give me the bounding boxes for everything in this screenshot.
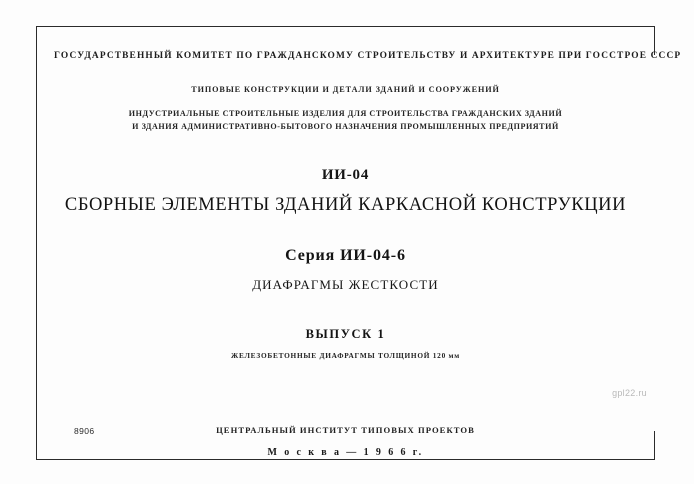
series-scope [54,108,637,133]
series-category: ТИПОВЫЕ КОНСТРУКЦИИ И ДЕТАЛИ ЗДАНИЙ И СООРУЖЕНИЙ [191,85,500,94]
series-subject: ДИАФРАГМЫ ЖЕСТКОСТИ [252,277,439,293]
issue-description: ЖЕЛЕЗОБЕТОННЫЕ ДИАФРАГМЫ ТОЛЩИНОЙ 120 мм [230,351,460,361]
publisher-institute: ЦЕНТРАЛЬНЫЙ ИНСТИТУТ ТИПОВЫХ ПРОЕКТОВ [216,425,475,435]
document-main-title: СБОРНЫЕ ЭЛЕМЕНТЫ ЗДАНИЙ КАРКАСНОЙ КОНСТРУКЦИИ [64,195,627,216]
city-and-year: М о с к в а — 1 9 6 6 г. [267,447,424,458]
series-scope-line-2: И ЗДАНИЯ АДМИНИСТРАТИВНО-БЫТОВОГО НАЗНАЧЕНИЯ ПРОМЫШЛЕННЫХ ПРЕДПРИЯТИЙ [132,121,559,131]
title-page-content [36,26,682,460]
watermark-text: gpl22.ru [612,388,647,398]
series-designation: Серия ИИ-04-6 [285,247,406,265]
series-code: ИИ-04 [321,167,370,184]
issuing-authority: ГОСУДАРСТВЕННЫЙ КОМИТЕТ ПО ГРАЖДАНСКОМУ СТРОИТЕЛЬСТВУ И АРХИТЕКТУРЕ ПРИ ГОССТРОЕ СССР [54,51,682,61]
series-scope-line-1: ИНДУСТРИАЛЬНЫЕ СТРОИТЕЛЬНЫЕ ИЗДЕЛИЯ ДЛЯ СТРОИТЕЛЬСТВА ГРАЖДАНСКИХ ЗДАНИЙ [128,109,563,118]
issue-number: ВЫПУСК 1 [305,327,386,342]
document-number: 8906 [74,426,95,436]
